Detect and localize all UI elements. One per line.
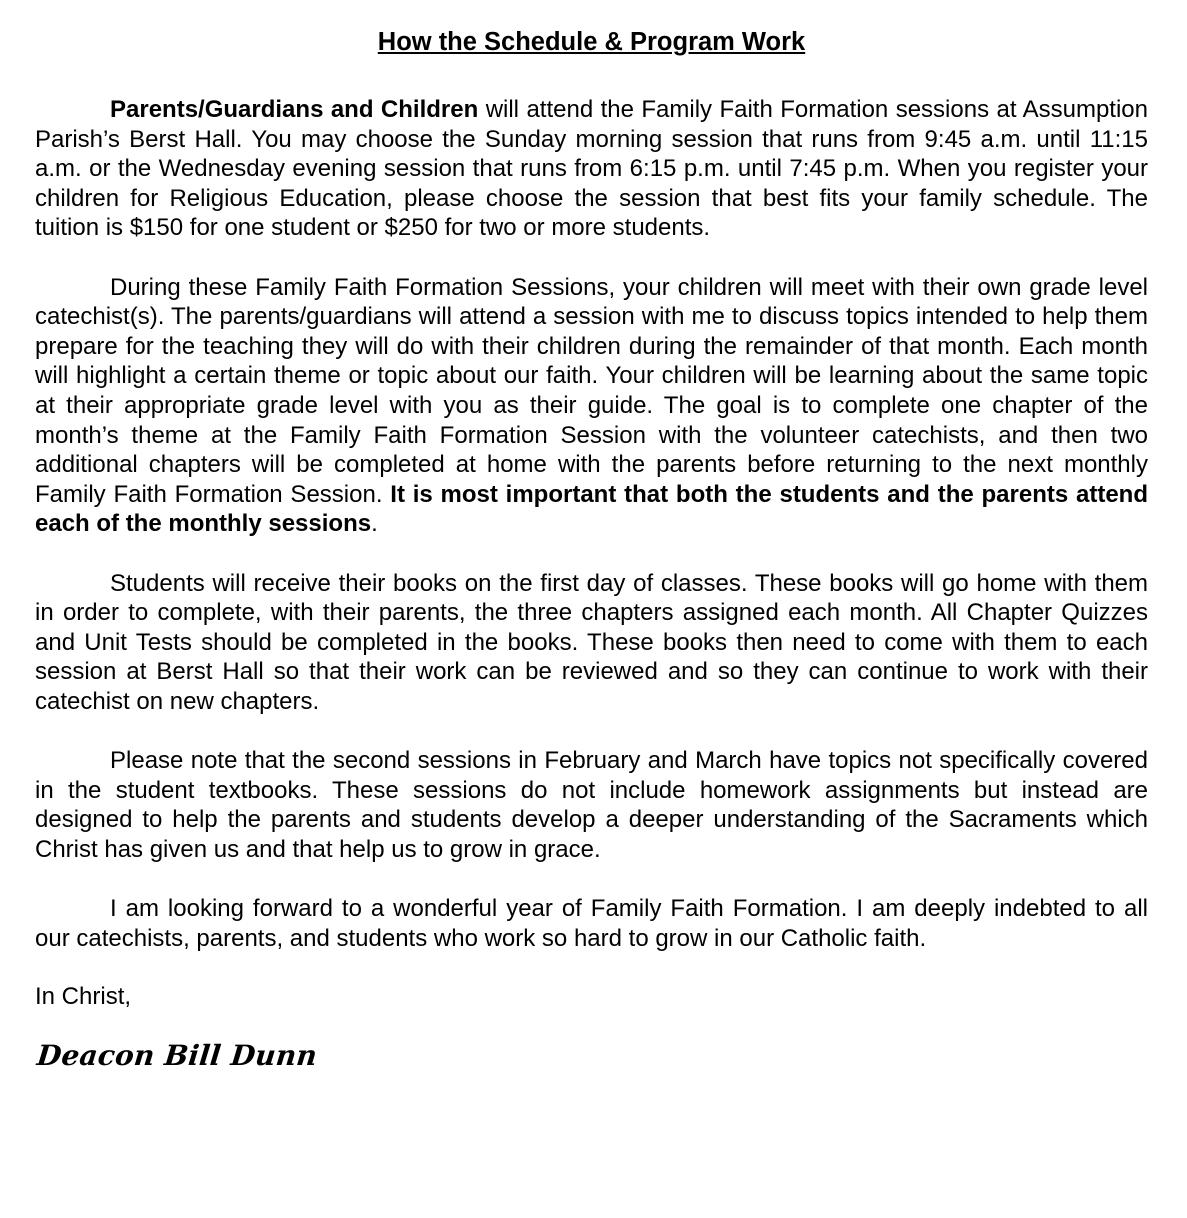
document-title: How the Schedule & Program Work xyxy=(377,28,806,56)
paragraph-sessions xyxy=(35,273,1148,539)
paragraph-text: I am looking forward to a wonderful year of Family Faith Formation. I am deeply indebted to all our catechists, parents, and students who work so hard to grow in our Catholic faith. xyxy=(35,895,1148,952)
paragraph-thanks xyxy=(35,894,1148,953)
paragraph-text: During these Family Faith Formation Sessions, your children will meet with their own grade level catechist(s). The parents/guardians will attend a session with me to discuss topics intended to help them prepare for the teaching they will do with their children during the remainder of that month. Each month will highlight a certain theme or topic about our faith. Your children will be learning about the same topic at their appropriate grade level with you as their guide. The goal is to complete one chapter of the month’s theme at the Family Faith Formation Session with the volunteer catechists, and then two additional chapters will be completed at home with the parents before returning to the next monthly Family Faith Formation Session. xyxy=(35,273,1148,508)
paragraph-text: will attend the Family Faith Formation sessions at Assumption Parish’s Berst Hall. You may choose the Sunday morning session that runs from 9:45 a.m. until 11:15 a.m. or the Wednesday evening session that runs from 6:15 p.m. until 7:45 p.m. When you register your children for Religious Education, please choose the session that best fits your family schedule. The tuition is $150 for one student or $250 for two or more students. xyxy=(35,96,1148,242)
paragraph-lead-bold: Parents/Guardians and Children xyxy=(110,96,479,123)
closing-line: In Christ, xyxy=(35,983,132,1011)
paragraph-text: Please note that the second sessions in February and March have topics not specifically covered in the student textbooks. These sessions do not include homework assignments but instead are designed to help the parents and students develop a deeper understanding of the Sacraments which Christ has given us and that help us to grow in grace. xyxy=(35,747,1148,863)
paragraph-text: Students will receive their books on the first day of classes. These books will go home with them in order to complete, with their parents, the three chapters assigned each month. All Chapter Quizzes and Unit Tests should be completed in the books. These books then need to come with them to each session at Berst Hall so that their work can be reviewed and so they can continue to work with their catechist on new chapters. xyxy=(35,569,1148,715)
paragraph-books xyxy=(35,569,1148,717)
signature: Deacon Bill Dunn xyxy=(35,1038,319,1072)
paragraph-schedule xyxy=(35,95,1148,243)
paragraph-period: . xyxy=(371,510,378,538)
paragraph-sacraments xyxy=(35,746,1148,864)
paragraph-emphasis: It is most important that both the students and the parents attend each of the monthly sessions xyxy=(35,480,1149,538)
document-page xyxy=(35,22,1148,1076)
